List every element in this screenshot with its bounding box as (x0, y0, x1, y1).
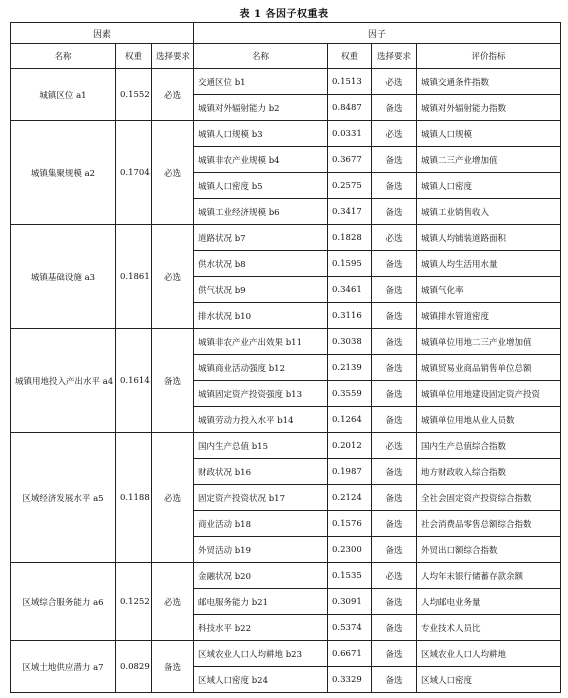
subfactor-name-cell: 国内生产总值 b15 (194, 433, 328, 459)
subfactor-requirement-cell: 备选 (372, 589, 417, 615)
evaluation-index-cell: 城镇人均铺装道路面积 (417, 225, 561, 251)
factor-name-cell: 城镇区位 a1 (11, 69, 116, 121)
group-header-factor: 因素 (11, 23, 194, 44)
subfactor-requirement-cell: 备选 (372, 173, 417, 199)
group-header-subfactor: 因子 (194, 23, 561, 44)
subfactor-weight-cell: 0.6671 (328, 641, 372, 667)
evaluation-index-cell: 人均年末银行储蓄存款余额 (417, 563, 561, 589)
evaluation-index-cell: 社会消费品零售总额综合指数 (417, 511, 561, 537)
subfactor-name-cell: 城镇非农产业产出效果 b11 (194, 329, 328, 355)
factor-requirement-cell: 必选 (152, 69, 194, 121)
table-row (11, 121, 561, 147)
factor-requirement-cell: 必选 (152, 563, 194, 641)
evaluation-index-cell: 城镇单位用地建设固定资产投资 (417, 381, 561, 407)
subfactor-weight-cell: 0.3091 (328, 589, 372, 615)
subfactor-weight-cell: 0.2575 (328, 173, 372, 199)
subfactor-requirement-cell: 备选 (372, 485, 417, 511)
col-header-sub-name: 名称 (194, 44, 328, 69)
subfactor-requirement-cell: 备选 (372, 303, 417, 329)
subfactor-requirement-cell: 备选 (372, 381, 417, 407)
subfactor-weight-cell: 0.2124 (328, 485, 372, 511)
table-row (11, 641, 561, 667)
subfactor-requirement-cell: 备选 (372, 329, 417, 355)
evaluation-index-cell: 外贸出口额综合指数 (417, 537, 561, 563)
subfactor-weight-cell: 0.1264 (328, 407, 372, 433)
subfactor-name-cell: 商业活动 b18 (194, 511, 328, 537)
factor-name-cell: 城镇用地投入产出水平 a4 (11, 329, 116, 433)
col-header-weight: 权重 (116, 44, 152, 69)
subfactor-weight-cell: 0.2139 (328, 355, 372, 381)
subfactor-requirement-cell: 备选 (372, 251, 417, 277)
table-row (11, 69, 561, 95)
subfactor-requirement-cell: 备选 (372, 667, 417, 693)
subfactor-requirement-cell: 必选 (372, 69, 417, 95)
subfactor-name-cell: 城镇工业经济规模 b6 (194, 199, 328, 225)
subfactor-name-cell: 供气状况 b9 (194, 277, 328, 303)
table-row (11, 225, 561, 251)
factor-name-cell: 城镇集聚规模 a2 (11, 121, 116, 225)
subfactor-requirement-cell: 备选 (372, 537, 417, 563)
evaluation-index-cell: 人均邮电业务量 (417, 589, 561, 615)
subfactor-requirement-cell: 备选 (372, 615, 417, 641)
subfactor-requirement-cell: 必选 (372, 225, 417, 251)
subfactor-weight-cell: 0.5374 (328, 615, 372, 641)
table-caption: 表 1 各因子权重表 (239, 9, 329, 20)
subfactor-name-cell: 城镇人口密度 b5 (194, 173, 328, 199)
evaluation-index-cell: 区域农业人口人均耕地 (417, 641, 561, 667)
subfactor-requirement-cell: 必选 (372, 121, 417, 147)
subfactor-name-cell: 供水状况 b8 (194, 251, 328, 277)
subfactor-requirement-cell: 备选 (372, 511, 417, 537)
subfactor-requirement-cell: 备选 (372, 277, 417, 303)
subfactor-weight-cell: 0.8487 (328, 95, 372, 121)
factor-requirement-cell: 必选 (152, 121, 194, 225)
factor-name-cell: 区域经济发展水平 a5 (11, 433, 116, 563)
factor-weight-cell: 0.0829 (116, 641, 152, 693)
subfactor-weight-cell: 0.3417 (328, 199, 372, 225)
subfactor-name-cell: 城镇非农产业规模 b4 (194, 147, 328, 173)
subfactor-weight-cell: 0.1535 (328, 563, 372, 589)
subfactor-requirement-cell: 备选 (372, 459, 417, 485)
factor-requirement-cell: 备选 (152, 329, 194, 433)
subfactor-weight-cell: 0.1513 (328, 69, 372, 95)
evaluation-index-cell: 地方财政收入综合指数 (417, 459, 561, 485)
subfactor-weight-cell: 0.1828 (328, 225, 372, 251)
factor-name-cell: 城镇基础设施 a3 (11, 225, 116, 329)
subfactor-weight-cell: 0.1576 (328, 511, 372, 537)
subfactor-weight-cell: 0.3677 (328, 147, 372, 173)
evaluation-index-cell: 城镇人口密度 (417, 173, 561, 199)
evaluation-index-cell: 全社会固定资产投资综合指数 (417, 485, 561, 511)
subfactor-name-cell: 区域人口密度 b24 (194, 667, 328, 693)
subfactor-name-cell: 财政状况 b16 (194, 459, 328, 485)
subfactor-name-cell: 固定资产投资状况 b17 (194, 485, 328, 511)
evaluation-index-cell: 城镇工业销售收入 (417, 199, 561, 225)
subfactor-name-cell: 科技水平 b22 (194, 615, 328, 641)
col-header-sub-requirement: 选择要求 (372, 44, 417, 69)
subfactor-name-cell: 城镇商业活动强度 b12 (194, 355, 328, 381)
subfactor-name-cell: 道路状况 b7 (194, 225, 328, 251)
subfactor-weight-cell: 0.3116 (328, 303, 372, 329)
col-header-index: 评价指标 (417, 44, 561, 69)
subfactor-name-cell: 交通区位 b1 (194, 69, 328, 95)
evaluation-index-cell: 城镇人均生活用水量 (417, 251, 561, 277)
evaluation-index-cell: 国内生产总值综合指数 (417, 433, 561, 459)
evaluation-index-cell: 专业技术人员比 (417, 615, 561, 641)
evaluation-index-cell: 城镇交通条件指数 (417, 69, 561, 95)
table-row (11, 563, 561, 589)
factor-requirement-cell: 必选 (152, 433, 194, 563)
factor-name-cell: 区域土地供应潜力 a7 (11, 641, 116, 693)
evaluation-index-cell: 城镇排水管道密度 (417, 303, 561, 329)
evaluation-index-cell: 城镇对外辐射能力指数 (417, 95, 561, 121)
subfactor-weight-cell: 0.0331 (328, 121, 372, 147)
table-body (11, 69, 561, 693)
subfactor-weight-cell: 0.3461 (328, 277, 372, 303)
factor-requirement-cell: 备选 (152, 641, 194, 693)
subfactor-requirement-cell: 备选 (372, 641, 417, 667)
subfactor-weight-cell: 0.1987 (328, 459, 372, 485)
subfactor-name-cell: 排水状况 b10 (194, 303, 328, 329)
subfactor-weight-cell: 0.3329 (328, 667, 372, 693)
table-row (11, 433, 561, 459)
factor-name-cell: 区域综合服务能力 a6 (11, 563, 116, 641)
factor-requirement-cell: 必选 (152, 225, 194, 329)
subfactor-requirement-cell: 备选 (372, 407, 417, 433)
evaluation-index-cell: 区域人口密度 (417, 667, 561, 693)
subfactor-weight-cell: 0.2012 (328, 433, 372, 459)
subfactor-weight-cell: 0.1595 (328, 251, 372, 277)
subfactor-name-cell: 外贸活动 b19 (194, 537, 328, 563)
subfactor-requirement-cell: 必选 (372, 563, 417, 589)
factor-weight-cell: 0.1252 (116, 563, 152, 641)
col-header-name: 名称 (11, 44, 116, 69)
col-header-sub-weight: 权重 (328, 44, 372, 69)
subfactor-requirement-cell: 备选 (372, 95, 417, 121)
factor-weight-cell: 0.1188 (116, 433, 152, 563)
evaluation-index-cell: 城镇二三产业增加值 (417, 147, 561, 173)
subfactor-name-cell: 城镇固定资产投资强度 b13 (194, 381, 328, 407)
subfactor-name-cell: 城镇对外辐射能力 b2 (194, 95, 328, 121)
subfactor-weight-cell: 0.3038 (328, 329, 372, 355)
col-header-requirement: 选择要求 (152, 44, 194, 69)
subfactor-name-cell: 邮电服务能力 b21 (194, 589, 328, 615)
subfactor-weight-cell: 0.2300 (328, 537, 372, 563)
evaluation-index-cell: 城镇气化率 (417, 277, 561, 303)
subfactor-name-cell: 区域农业人口人均耕地 b23 (194, 641, 328, 667)
factor-weight-cell: 0.1861 (116, 225, 152, 329)
subfactor-requirement-cell: 备选 (372, 199, 417, 225)
subfactor-name-cell: 城镇人口规模 b3 (194, 121, 328, 147)
evaluation-index-cell: 城镇贸易业商品销售单位总额 (417, 355, 561, 381)
evaluation-index-cell: 城镇人口规模 (417, 121, 561, 147)
subfactor-requirement-cell: 必选 (372, 433, 417, 459)
evaluation-index-cell: 城镇单位用地二三产业增加值 (417, 329, 561, 355)
subfactor-weight-cell: 0.3559 (328, 381, 372, 407)
table-row (11, 329, 561, 355)
subfactor-name-cell: 城镇劳动力投入水平 b14 (194, 407, 328, 433)
factor-weight-cell: 0.1704 (116, 121, 152, 225)
subfactor-requirement-cell: 备选 (372, 355, 417, 381)
factor-weight-cell: 0.1614 (116, 329, 152, 433)
factor-weight-table (10, 22, 561, 693)
factor-weight-cell: 0.1552 (116, 69, 152, 121)
evaluation-index-cell: 城镇单位用地从业人员数 (417, 407, 561, 433)
subfactor-name-cell: 金融状况 b20 (194, 563, 328, 589)
subfactor-requirement-cell: 备选 (372, 147, 417, 173)
